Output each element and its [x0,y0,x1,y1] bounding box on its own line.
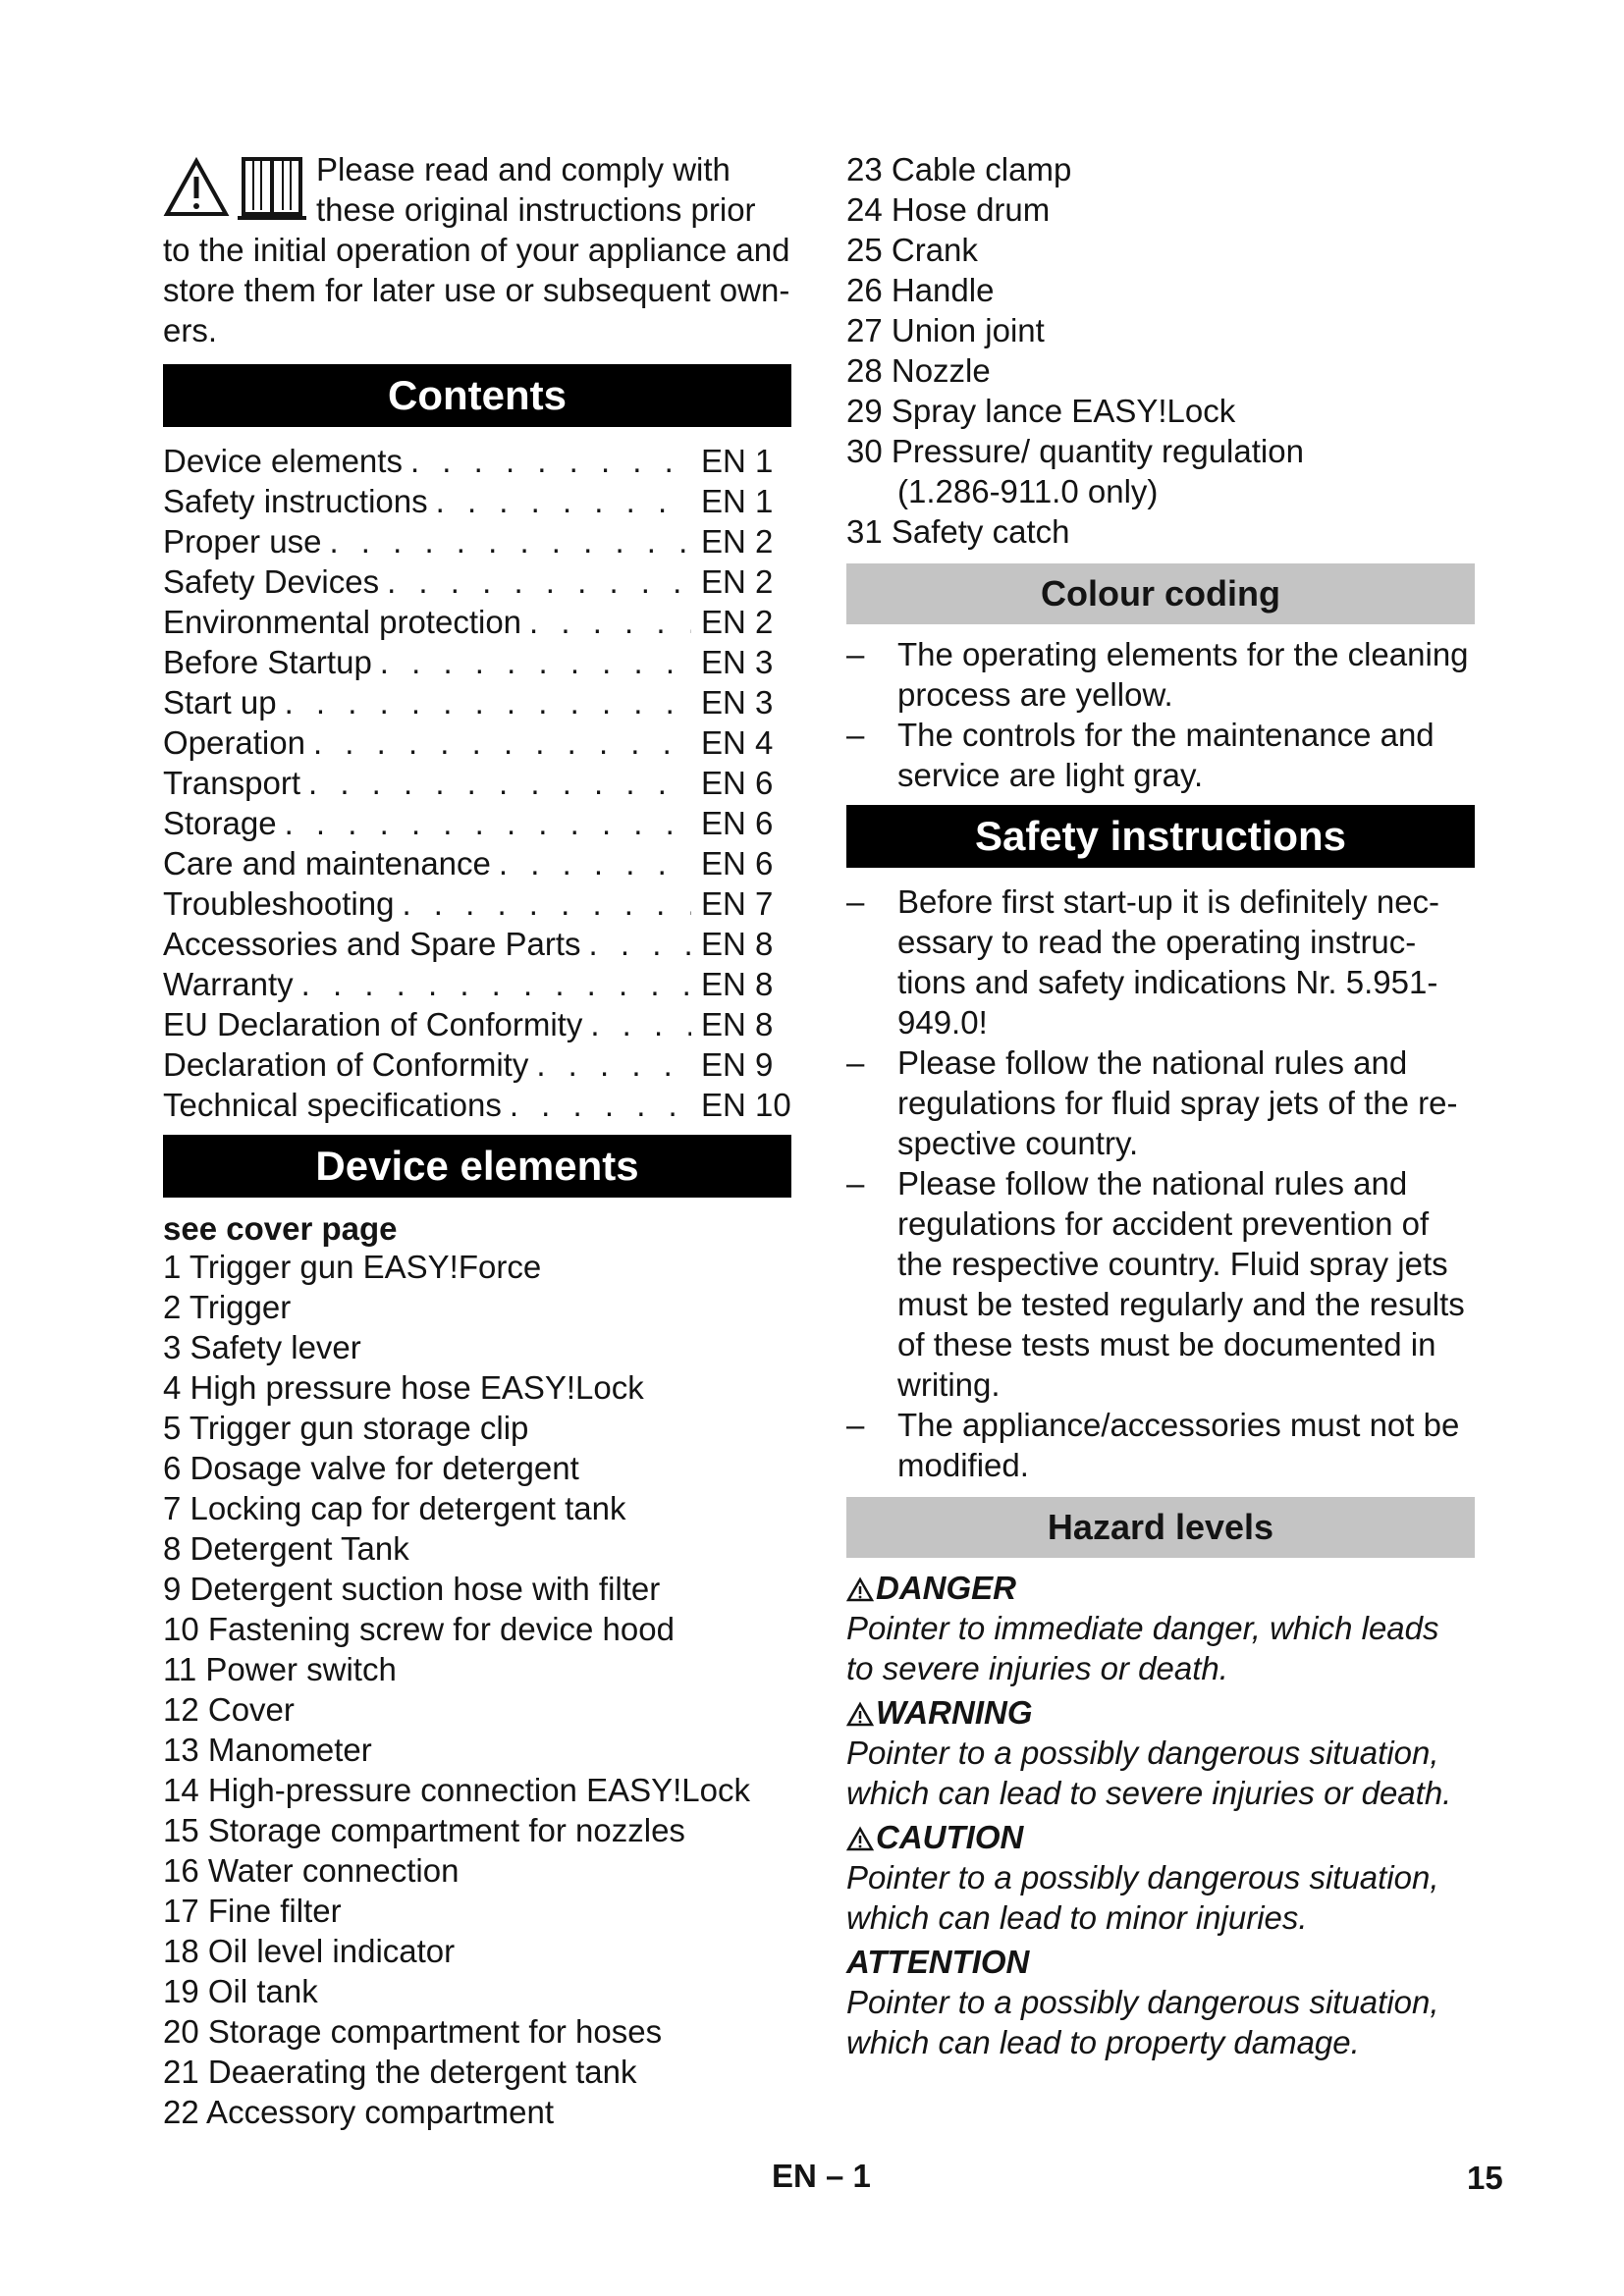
toc-entry[interactable]: Troubleshooting . . . EN 7 [163,883,791,924]
toc-entry[interactable]: Proper use . . . EN 2 [163,521,791,561]
list-item: 2 Trigger [163,1289,292,1325]
device-elements-list-continued [846,149,1475,552]
list-item: 19 Oil tank [163,1973,318,2009]
warning-triangle-icon [846,1576,874,1602]
intro-notice [163,149,791,350]
contents-heading: Contents [163,364,791,427]
list-item: – The appliance/accessories must not be modified. [846,1405,1475,1485]
list-item: 20 Storage compartment for hoses [163,2013,663,2050]
hazard-danger-title: DANGER [846,1568,1475,1608]
hazard-caution-text: Pointer to a possibly dangerous situation, which can lead to minor injuries. [846,1859,1439,1936]
list-item: 9 Detergent suction hose with filter [163,1571,661,1607]
toc-entry[interactable]: Warranty . . . EN 8 [163,964,791,1004]
list-item: – Before first start-up it is definitely nec-essary to read the operating instruc-tions and safety indications Nr. 5.951-949.0! [846,881,1475,1042]
intro-line-1: Please read and comply with [316,151,731,187]
right-column [846,149,1475,2062]
hazard-attention-title: ATTENTION [846,1944,1030,1980]
list-item: 31 Safety catch [846,513,1070,550]
toc-entry[interactable]: Start up . . . EN 3 [163,682,791,722]
hazard-attention-text: Pointer to a possibly dangerous situation, which can lead to property damage. [846,1984,1439,2060]
table-of-contents [163,441,791,1125]
list-item: 24 Hose drum [846,191,1051,228]
list-item: 6 Dosage valve for detergent [163,1450,579,1486]
list-item: 3 Safety lever [163,1329,361,1365]
list-item: 18 Oil level indicator [163,1933,456,1969]
list-item-continuation: (1.286-911.0 only) [897,473,1159,509]
hazard-danger-text: Pointer to immediate danger, which leads to severe injuries or death. [846,1610,1439,1686]
list-item: 27 Union joint [846,312,1045,348]
warning-triangle-icon [846,1826,874,1851]
intro-line-2: these original instructions prior [316,191,756,228]
page-number: 15 [1467,2160,1503,2196]
list-item: 16 Water connection [163,1852,460,1889]
list-item: 8 Detergent Tank [163,1530,409,1567]
toc-entry[interactable]: Accessories and Spare Parts . . . EN 8 [163,924,791,964]
toc-entry[interactable]: Transport . . . EN 6 [163,763,791,803]
warning-triangle-icon [846,1701,874,1727]
device-elements-list [163,1247,791,2132]
toc-entry[interactable]: Operation . . . EN 4 [163,722,791,763]
toc-entry[interactable]: Declaration of Conformity . . . EN 9 [163,1044,791,1085]
hazard-warning-text: Pointer to a possibly dangerous situation, which can lead to severe injuries or death. [846,1735,1452,1811]
hazard-warning-title: WARNING [846,1692,1475,1733]
colour-coding-heading: Colour coding [846,563,1475,624]
list-item: 21 Deaerating the detergent tank [163,2054,637,2090]
list-item: 4 High pressure hose EASY!Lock [163,1369,644,1406]
toc-entry[interactable]: Safety instructions . . . EN 1 [163,481,791,521]
toc-entry[interactable]: Care and maintenance . . . EN 6 [163,843,791,883]
list-item: 26 Handle [846,272,995,308]
list-item: – Please follow the national rules and regulations for fluid spray jets of the re-spective country. [846,1042,1475,1163]
intro-rest: to the initial operation of your appliance and store them for later use or subsequent own-ers. [163,232,790,348]
toc-entry[interactable]: Environmental protection . . . EN 2 [163,602,791,642]
footer-section-label: EN – 1 [772,2158,871,2194]
list-item: 10 Fastening screw for device hood [163,1611,675,1647]
list-item: 15 Storage compartment for nozzles [163,1812,685,1848]
list-item: – The controls for the maintenance and service are light gray. [846,715,1475,795]
toc-entry[interactable]: EU Declaration of Conformity . . . EN 8 [163,1004,791,1044]
device-elements-heading: Device elements [163,1135,791,1198]
toc-entry[interactable]: Before Startup . . . EN 3 [163,642,791,682]
list-item: – Please follow the national rules and regulations for accident prevention of the respective country. Fluid spray jets must be tested regularly and the results of these tests must be documented in writing. [846,1163,1475,1405]
left-column [163,149,791,2132]
warning-triangle-icon [163,153,308,222]
hazard-levels-heading: Hazard levels [846,1497,1475,1558]
list-item: 5 Trigger gun storage clip [163,1410,529,1446]
list-item: 30 Pressure/ quantity regulation [846,433,1304,469]
open-book-icon [238,159,306,218]
colour-coding-list [846,634,1475,795]
toc-entry[interactable]: Storage . . . EN 6 [163,803,791,843]
toc-entry[interactable]: Safety Devices . . . EN 2 [163,561,791,602]
toc-entry[interactable]: Device elements . . . EN 1 [163,441,791,481]
list-item: – The operating elements for the cleaning process are yellow. [846,634,1475,715]
list-item: 22 Accessory compartment [163,2094,554,2130]
safety-instructions-heading: Safety instructions [846,805,1475,868]
list-item: 1 Trigger gun EASY!Force [163,1249,542,1285]
intro-icons [163,153,308,222]
hazard-caution-title: CAUTION [846,1817,1475,1857]
list-item: 28 Nozzle [846,352,991,389]
list-item: 25 Crank [846,232,978,268]
list-item: 14 High-pressure connection EASY!Lock [163,1772,750,1808]
toc-entry[interactable]: Technical specifications . . . EN 10 [163,1085,791,1125]
device-elements-subheading: see cover page [163,1210,398,1247]
list-item: 29 Spray lance EASY!Lock [846,393,1236,429]
list-item: 12 Cover [163,1691,295,1728]
list-item: 11 Power switch [163,1651,397,1687]
list-item: 13 Manometer [163,1732,372,1768]
safety-instructions-list [846,881,1475,1485]
list-item: 7 Locking cap for detergent tank [163,1490,626,1526]
list-item: 23 Cable clamp [846,151,1072,187]
list-item: 17 Fine filter [163,1893,342,1929]
